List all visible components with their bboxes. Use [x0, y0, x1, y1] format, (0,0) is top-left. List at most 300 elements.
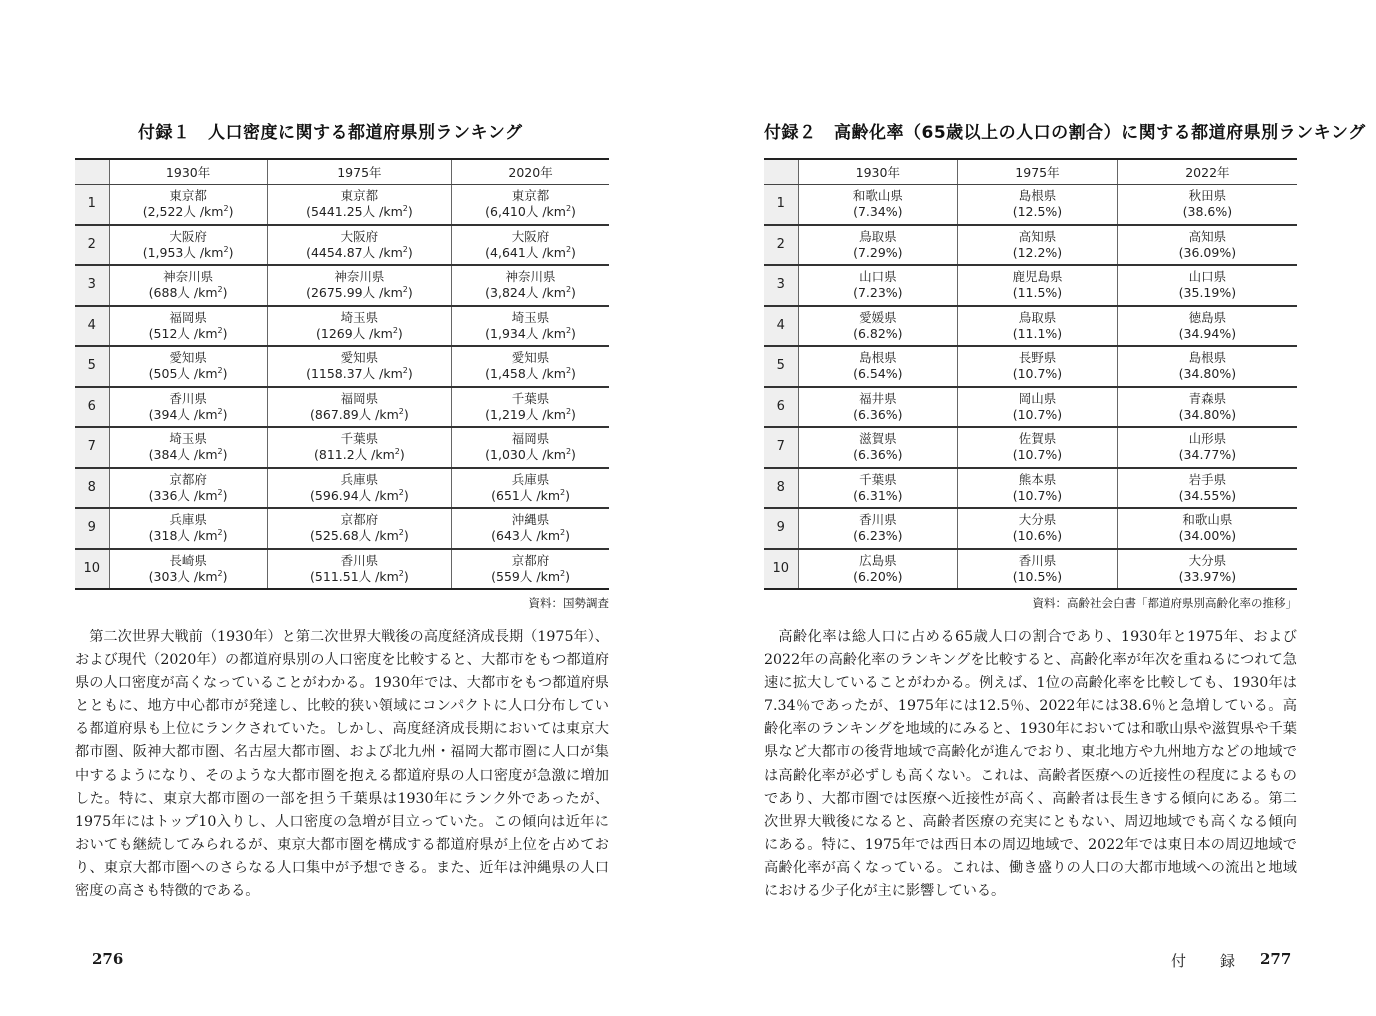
prefecture-name: 鳥取県	[1018, 309, 1057, 325]
table-cell	[109, 225, 267, 266]
prefecture-name: 山口県	[859, 269, 897, 285]
table-row	[764, 427, 1297, 468]
prefecture-name: 福岡県	[169, 309, 207, 325]
prefecture-name: 京都府	[340, 512, 379, 528]
value-number: (688	[148, 285, 178, 301]
value-number: (5441.25	[306, 204, 363, 219]
closing-paren: )	[222, 447, 228, 463]
unit-superscript: 2	[402, 244, 408, 254]
rank-cell: 3	[75, 265, 109, 306]
value-number: (1269	[316, 325, 353, 341]
unit-label: 人 /km	[183, 244, 224, 260]
unit-superscript: 2	[217, 568, 223, 578]
prefecture-name: 和歌山県	[852, 188, 903, 203]
rank-cell: 5	[75, 346, 109, 387]
unit-superscript: 2	[565, 447, 572, 457]
prefecture-name: 東京都	[511, 188, 550, 203]
value-number: (6.36%)	[853, 406, 903, 422]
prefecture-name: 熊本県	[1018, 471, 1057, 487]
value-number: (1158.37	[306, 366, 363, 382]
value-number: (318	[148, 528, 178, 544]
table-cell	[1117, 265, 1297, 306]
value-number: (4454.87	[306, 244, 363, 260]
cell-value	[801, 407, 956, 423]
table-cell	[109, 265, 267, 306]
unit-label: 人 /km	[525, 285, 566, 301]
cell-value	[270, 366, 449, 382]
value-number: (2675.99	[306, 285, 363, 301]
closing-paren: )	[571, 325, 576, 341]
cell-value	[801, 366, 956, 382]
cell-value	[270, 488, 449, 504]
cell-value	[270, 204, 449, 220]
unit-superscript: 2	[565, 366, 572, 376]
cell-value	[801, 447, 956, 463]
appendix1-title: 付録１ 人口密度に関する都道府県別ランキング	[138, 123, 523, 143]
cell-value	[270, 569, 449, 585]
appendix2-title: 付録２ 高齢化率（65歳以上の人口の割合）に関する都道府県別ランキング	[764, 123, 1366, 143]
value-number: (2,522	[142, 204, 184, 219]
prefecture-name: 愛知県	[511, 350, 550, 366]
cell-value	[454, 285, 607, 301]
closing-paren: )	[571, 447, 576, 463]
closing-paren: )	[228, 244, 234, 260]
table-cell	[958, 549, 1118, 590]
unit-superscript: 2	[402, 366, 408, 376]
unit-superscript: 2	[398, 568, 404, 578]
value-number: (33.97%)	[1178, 568, 1237, 584]
table-cell	[109, 306, 267, 347]
unit-label: 人 /km	[525, 325, 566, 341]
table-source: 資料：高齢社会白書「都道府県別高齢化率の推移」	[1032, 596, 1297, 610]
table-row	[764, 306, 1297, 347]
body-paragraph: 第二次世界大戦前（1930年）と第二次世界大戦後の高度経済成長期（1975年）、および現代（2020年）の都道府県別の人口密度を比較すると、大都市をもつ都道府県の人口密度が高くなっていることがわかる。1930年では、大都市をもつ都道府県とともに、地方中心都市が発達し、比較的狭い領域にコンパクトに人口分布している都道府県も上位にランクされていた。しかし、高度経済成長期においては東京大都市圏、阪神大都市圏、名古屋大都市圏、および北九州・福岡大都市圏に人口が集中するようになり、そのような大都市圏を抱える都道府県の人口密度が急激に増加した。特に、東京大都市圏の一部を担う千葉県は1930年にランク外であったが、1975年にはトップ10入りし、人口密度の急増が目立っていた。この傾向は近年においても継続してみられるが、東京大都市圏を構成する都道府県が上位を占めており、東京大都市圏へのさらなる人口集中が予想できる。また、近年は沖縄県の人口密度の高さも特徴的である。	[75, 629, 609, 900]
prefecture-name: 愛知県	[169, 350, 207, 366]
table-cell	[1117, 468, 1297, 509]
cell-value	[270, 407, 449, 423]
unit-superscript: 2	[402, 203, 408, 213]
value-number: (11.5%)	[1012, 285, 1063, 301]
cell-value	[1120, 245, 1295, 261]
closing-paren: )	[407, 285, 413, 301]
table-cell	[267, 387, 451, 428]
prefecture-name: 沖縄県	[511, 512, 550, 528]
aging-rate-table	[764, 158, 1297, 590]
prefecture-name: 長崎県	[169, 552, 207, 568]
prefecture-name: 京都府	[169, 471, 207, 487]
unit-superscript: 2	[217, 447, 223, 457]
table-cell	[452, 427, 609, 468]
unit-label: 人 /km	[519, 528, 560, 544]
table-cell	[109, 346, 267, 387]
unit-label: 人 /km	[525, 447, 566, 463]
column-header: 1975年	[958, 159, 1118, 184]
table-cell	[452, 184, 609, 225]
value-number: (811.2	[314, 447, 355, 463]
table-row	[75, 468, 609, 509]
closing-paren: )	[565, 568, 570, 584]
table-cell	[958, 387, 1118, 428]
prefecture-name: 高知県	[1188, 228, 1227, 244]
prefecture-name: 和歌山県	[1182, 512, 1233, 528]
cell-value	[1120, 488, 1295, 504]
unit-superscript: 2	[223, 203, 229, 213]
value-number: (34.80%)	[1178, 366, 1237, 382]
prefecture-name: 兵庫県	[169, 512, 207, 528]
rank-cell: 3	[764, 265, 798, 306]
value-number: (34.00%)	[1178, 528, 1237, 544]
value-number: (7.23%)	[853, 285, 903, 301]
prefecture-name: 鹿児島県	[1012, 269, 1063, 285]
value-number: (34.77%)	[1178, 447, 1237, 463]
rank-cell: 9	[764, 508, 798, 549]
table-cell	[798, 306, 958, 347]
prefecture-name: 香川県	[859, 512, 897, 528]
value-number: (596.94	[310, 487, 359, 503]
closing-paren: )	[571, 244, 576, 260]
value-number: (34.55%)	[1178, 487, 1237, 503]
cell-value	[960, 204, 1115, 220]
table-cell	[798, 346, 958, 387]
prefecture-name: 兵庫県	[511, 471, 550, 487]
table-row	[764, 468, 1297, 509]
cell-value	[960, 366, 1115, 382]
prefecture-name: 島根県	[1018, 188, 1057, 203]
cell-value	[801, 326, 956, 342]
unit-label: 人 /km	[358, 406, 399, 422]
cell-value	[1120, 407, 1295, 423]
prefecture-name: 香川県	[1018, 552, 1057, 568]
table-cell	[1117, 387, 1297, 428]
closing-paren: )	[222, 366, 228, 382]
prefecture-name: 鳥取県	[859, 228, 897, 244]
prefecture-name: 千葉県	[859, 471, 897, 487]
cell-value	[270, 285, 449, 301]
closing-paren: )	[222, 285, 228, 301]
value-number: (12.5%)	[1012, 204, 1063, 219]
unit-superscript: 2	[217, 528, 223, 538]
value-number: (38.6%)	[1182, 204, 1233, 219]
cell-value	[801, 488, 956, 504]
table-body	[764, 184, 1297, 589]
closing-paren: )	[403, 568, 409, 584]
table-row	[75, 346, 609, 387]
value-number: (36.09%)	[1178, 244, 1237, 260]
cell-value	[454, 366, 607, 382]
unit-superscript: 2	[392, 325, 398, 335]
value-number: (3,824	[485, 285, 526, 301]
cell-value	[270, 245, 449, 261]
value-number: (511.51	[310, 568, 359, 584]
cell-value	[112, 326, 265, 342]
header-corner	[75, 159, 109, 184]
table-cell	[452, 508, 609, 549]
table-cell	[958, 508, 1118, 549]
prefecture-name: 愛知県	[340, 350, 379, 366]
unit-superscript: 2	[402, 285, 408, 295]
table-body	[75, 184, 609, 589]
cell-value	[112, 204, 265, 220]
table-source: 資料：国勢調査	[528, 596, 609, 610]
page-number: 276	[92, 950, 124, 968]
cell-value	[801, 569, 956, 585]
column-header: 2020年	[452, 159, 609, 184]
unit-superscript: 2	[565, 406, 572, 416]
unit-label: 人 /km	[519, 568, 560, 584]
prefecture-name: 大阪府	[340, 228, 379, 244]
prefecture-name: 神奈川県	[163, 269, 214, 285]
cell-value	[960, 326, 1115, 342]
table-cell	[798, 549, 958, 590]
value-number: (10.7%)	[1012, 447, 1063, 463]
table-cell	[109, 508, 267, 549]
prefecture-name: 大分県	[1018, 512, 1057, 528]
table-cell	[109, 427, 267, 468]
closing-paren: )	[228, 204, 234, 219]
closing-paren: )	[397, 325, 403, 341]
table-cell	[958, 306, 1118, 347]
cell-value	[454, 569, 607, 585]
table-cell	[798, 508, 958, 549]
rank-cell: 1	[764, 184, 798, 225]
value-number: (6.82%)	[853, 325, 903, 341]
table-cell	[267, 265, 451, 306]
cell-value	[960, 569, 1115, 585]
table-cell	[958, 346, 1118, 387]
value-number: (559	[491, 568, 520, 584]
unit-superscript: 2	[565, 203, 572, 213]
unit-label: 人 /km	[519, 487, 560, 503]
value-number: (1,953	[142, 244, 184, 260]
rank-cell: 6	[75, 387, 109, 428]
table-cell	[267, 346, 451, 387]
unit-label: 人 /km	[358, 528, 399, 544]
closing-paren: )	[407, 204, 413, 219]
unit-superscript: 2	[560, 528, 566, 538]
value-number: (1,219	[485, 406, 526, 422]
cell-value	[454, 245, 607, 261]
table-cell	[958, 225, 1118, 266]
closing-paren: )	[571, 285, 576, 301]
column-header: 1975年	[267, 159, 451, 184]
unit-label: 人 /km	[354, 447, 395, 463]
rank-cell: 7	[75, 427, 109, 468]
value-number: (10.6%)	[1012, 528, 1063, 544]
table-cell	[452, 346, 609, 387]
prefecture-name: 埼玉県	[340, 309, 379, 325]
cell-value	[112, 245, 265, 261]
rank-cell: 10	[764, 549, 798, 590]
cell-value	[270, 447, 449, 463]
prefecture-name: 佐賀県	[1018, 431, 1057, 447]
unit-label: 人 /km	[358, 568, 399, 584]
cell-value	[1120, 447, 1295, 463]
table-cell	[958, 265, 1118, 306]
cell-value	[801, 285, 956, 301]
value-number: (1,030	[485, 447, 526, 463]
table-row	[75, 427, 609, 468]
rank-cell: 8	[75, 468, 109, 509]
prefecture-name: 香川県	[169, 390, 207, 406]
value-number: (6.36%)	[853, 447, 903, 463]
table-cell	[267, 549, 451, 590]
unit-superscript: 2	[217, 366, 223, 376]
table-cell	[109, 468, 267, 509]
table-cell	[958, 184, 1118, 225]
prefecture-name: 広島県	[859, 552, 897, 568]
cell-value	[454, 488, 607, 504]
unit-superscript: 2	[394, 447, 400, 457]
prefecture-name: 大阪府	[169, 228, 207, 244]
unit-superscript: 2	[217, 406, 223, 416]
cell-value	[960, 245, 1115, 261]
unit-label: 人 /km	[362, 244, 403, 260]
unit-superscript: 2	[217, 285, 223, 295]
value-number: (384	[148, 447, 178, 463]
unit-label: 人 /km	[362, 204, 403, 219]
unit-superscript: 2	[560, 568, 566, 578]
prefecture-name: 埼玉県	[511, 309, 550, 325]
table-cell	[109, 387, 267, 428]
unit-superscript: 2	[398, 406, 404, 416]
cell-value	[112, 285, 265, 301]
prefecture-name: 岩手県	[1188, 471, 1227, 487]
table-cell	[109, 549, 267, 590]
table-cell	[1117, 346, 1297, 387]
value-number: (394	[148, 406, 178, 422]
header-corner	[764, 159, 798, 184]
unit-superscript: 2	[560, 487, 566, 497]
cell-value	[112, 528, 265, 544]
cell-value	[1120, 569, 1295, 585]
value-number: (1,458	[485, 366, 526, 382]
closing-paren: )	[571, 406, 576, 422]
cell-value	[1120, 326, 1295, 342]
table-row	[75, 184, 609, 225]
unit-label: 人 /km	[362, 366, 403, 382]
cell-value	[270, 326, 449, 342]
rank-cell: 1	[75, 184, 109, 225]
cell-value	[112, 488, 265, 504]
closing-paren: )	[565, 528, 570, 544]
closing-paren: )	[407, 244, 413, 260]
cell-value	[454, 204, 607, 220]
table-cell	[1117, 225, 1297, 266]
prefecture-name: 東京都	[340, 188, 379, 203]
table-row	[75, 225, 609, 266]
prefecture-name: 千葉県	[511, 390, 550, 406]
cell-value	[112, 447, 265, 463]
closing-paren: )	[403, 406, 409, 422]
value-number: (1,934	[485, 325, 526, 341]
closing-paren: )	[222, 568, 228, 584]
table-cell	[452, 265, 609, 306]
prefecture-name: 山形県	[1188, 431, 1227, 447]
right-page	[688, 0, 1376, 1016]
unit-label: 人 /km	[525, 406, 566, 422]
table-cell	[798, 225, 958, 266]
unit-label: 人 /km	[352, 325, 393, 341]
value-number: (643	[491, 528, 520, 544]
table-row	[764, 225, 1297, 266]
cell-value	[1120, 285, 1295, 301]
cell-value	[801, 245, 956, 261]
prefecture-name: 大分県	[1188, 552, 1227, 568]
table-row	[75, 508, 609, 549]
population-density-table	[75, 158, 609, 590]
table-cell	[452, 549, 609, 590]
value-number: (10.7%)	[1012, 487, 1063, 503]
prefecture-name: 埼玉県	[169, 431, 207, 447]
rank-cell: 5	[764, 346, 798, 387]
cell-value	[454, 326, 607, 342]
unit-superscript: 2	[223, 244, 229, 254]
cell-value	[112, 366, 265, 382]
unit-superscript: 2	[565, 325, 572, 335]
table-cell	[1117, 549, 1297, 590]
table-cell	[452, 468, 609, 509]
table-cell	[1117, 184, 1297, 225]
table-header-row	[75, 159, 609, 184]
unit-label: 人 /km	[177, 325, 218, 341]
prefecture-name: 島根県	[1188, 350, 1227, 366]
rank-cell: 2	[764, 225, 798, 266]
table-row	[764, 346, 1297, 387]
table-cell	[267, 225, 451, 266]
prefecture-name: 神奈川県	[505, 269, 556, 285]
unit-label: 人 /km	[177, 366, 218, 382]
table-row	[764, 549, 1297, 590]
rank-cell: 8	[764, 468, 798, 509]
column-header: 1930年	[798, 159, 958, 184]
cell-value	[112, 569, 265, 585]
closing-paren: )	[571, 366, 576, 382]
prefecture-name: 秋田県	[1188, 188, 1227, 203]
cell-value	[960, 407, 1115, 423]
prefecture-name: 京都府	[511, 552, 550, 568]
table-cell	[267, 184, 451, 225]
table-cell	[1117, 508, 1297, 549]
unit-superscript: 2	[217, 487, 223, 497]
cell-value	[960, 488, 1115, 504]
value-number: (34.94%)	[1178, 325, 1237, 341]
body-paragraph: 高齢化率は総人口に占める65歳人口の割合であり、1930年と1975年、および2022年の高齢化率のランキングを比較すると、高齢化率が年次を重ねるにつれて急速に拡大していることがわかる。例えば、1位の高齢化率を比較しても、1930年は7.34％であったが、1975年には12.5％、2022年には38.6％と急増している。高齢化率のランキングを地域的にみると、1930年においては和歌山県や滋賀県や千葉県など大都市の後背地域で高齢化が進んでおり、東北地方や九州地方などの地域では高齢化率が必ずしも高くない。これは、高齢者医療への近接性の程度によるものであり、大都市圏では医療へ近接性が高く、高齢者は長生きする傾向にある。第二次世界大戦後になると、高齢者医療の充実にともない、周辺地域でも高くなる傾向にある。特に、1975年では西日本の周辺地域で、2022年では東日本の周辺地域で高齢化率が高くなっている。これは、働き盛りの人口の大都市地域への流出と地域における少子化が主に影響している。	[764, 629, 1297, 900]
closing-paren: )	[403, 528, 409, 544]
prefecture-name: 島根県	[859, 350, 897, 366]
table-row	[75, 549, 609, 590]
value-number: (12.2%)	[1012, 244, 1063, 260]
closing-paren: )	[222, 528, 228, 544]
unit-label: 人 /km	[183, 204, 224, 219]
unit-label: 人 /km	[525, 366, 566, 382]
unit-superscript: 2	[398, 487, 404, 497]
unit-superscript: 2	[565, 244, 572, 254]
table-cell	[798, 387, 958, 428]
rank-cell: 4	[75, 306, 109, 347]
table-cell	[267, 468, 451, 509]
closing-paren: )	[222, 406, 228, 422]
value-number: (867.89	[310, 406, 359, 422]
unit-label: 人 /km	[362, 285, 403, 301]
prefecture-name: 長野県	[1018, 350, 1057, 366]
cell-value	[960, 285, 1115, 301]
prefecture-name: 青森県	[1188, 390, 1227, 406]
unit-label: 人 /km	[177, 447, 218, 463]
table-cell	[452, 306, 609, 347]
prefecture-name: 香川県	[340, 552, 379, 568]
value-number: (303	[148, 568, 178, 584]
table-cell	[958, 427, 1118, 468]
